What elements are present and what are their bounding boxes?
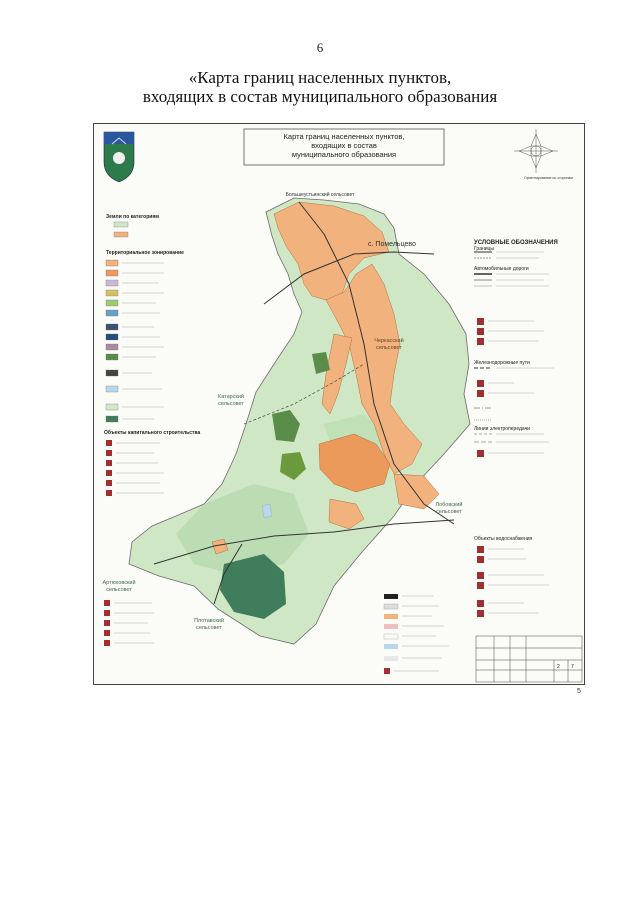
document-title (0, 68, 640, 106)
legend-categories-title: Земли по категориям (106, 214, 159, 220)
legend-bottom-text-lines (394, 596, 449, 671)
footnote-mark: 5 (577, 688, 581, 695)
legend-bottom (384, 594, 398, 674)
map-title-line2: входящих в состав (311, 141, 377, 150)
label-west-council: Катарский сельсовет (217, 394, 245, 407)
stamp-sheets-total: 7 (571, 664, 574, 670)
label-pomeltsevo: с. Помельцево (368, 241, 416, 248)
label-middle-council: Черкасский сельсовет (374, 338, 404, 351)
legend-right (474, 252, 492, 617)
legend-right-title: УСЛОВНЫЕ ОБОЗНАЧЕНИЯ (474, 240, 558, 246)
label-southwest-council: Артюховский сельсовет (102, 580, 136, 593)
compass-caption: Ориентирование по сторонам (524, 176, 573, 180)
legend-power-title: Линии электропередачи (474, 426, 530, 432)
map-title-line1: Карта границ населенных пунктов, (283, 132, 405, 141)
map-title-line3: муниципального образования (291, 150, 397, 159)
map-title (244, 132, 444, 159)
title-block (476, 636, 582, 682)
legend-borders-title: Границы (474, 246, 494, 252)
legend-roads-title: Автомобильные дороги (474, 266, 529, 272)
legend-rail-title: Железнодорожные пути (474, 360, 530, 366)
document-title-line1: «Карта границ населенных пунктов, (188, 68, 452, 87)
label-south-council: Плотавский сельсовет (194, 618, 224, 631)
legend-water-title: Объекты водоснабжения (474, 536, 533, 542)
document-title-line2: входящих в состав муниципального образования (142, 87, 498, 106)
label-north-council: Большеустьинский сельсовет (285, 192, 355, 198)
legend-right-text-lines (488, 252, 554, 613)
label-east-council: Лобовский сельсовет (435, 502, 463, 515)
coat-of-arms-icon (104, 132, 134, 182)
legend-left-object-icons (104, 440, 112, 646)
stamp-sheet-number: 2 (557, 664, 560, 670)
compass-rose-icon (514, 129, 558, 173)
page-number: 6 (316, 40, 324, 55)
legend-objects-title: Объекты капитального строительства (104, 430, 201, 436)
water-body (262, 504, 272, 518)
map-sheet (93, 123, 585, 685)
map-canvas (94, 124, 584, 684)
legend-zoning-title: Территориальное зонирование (106, 250, 184, 256)
